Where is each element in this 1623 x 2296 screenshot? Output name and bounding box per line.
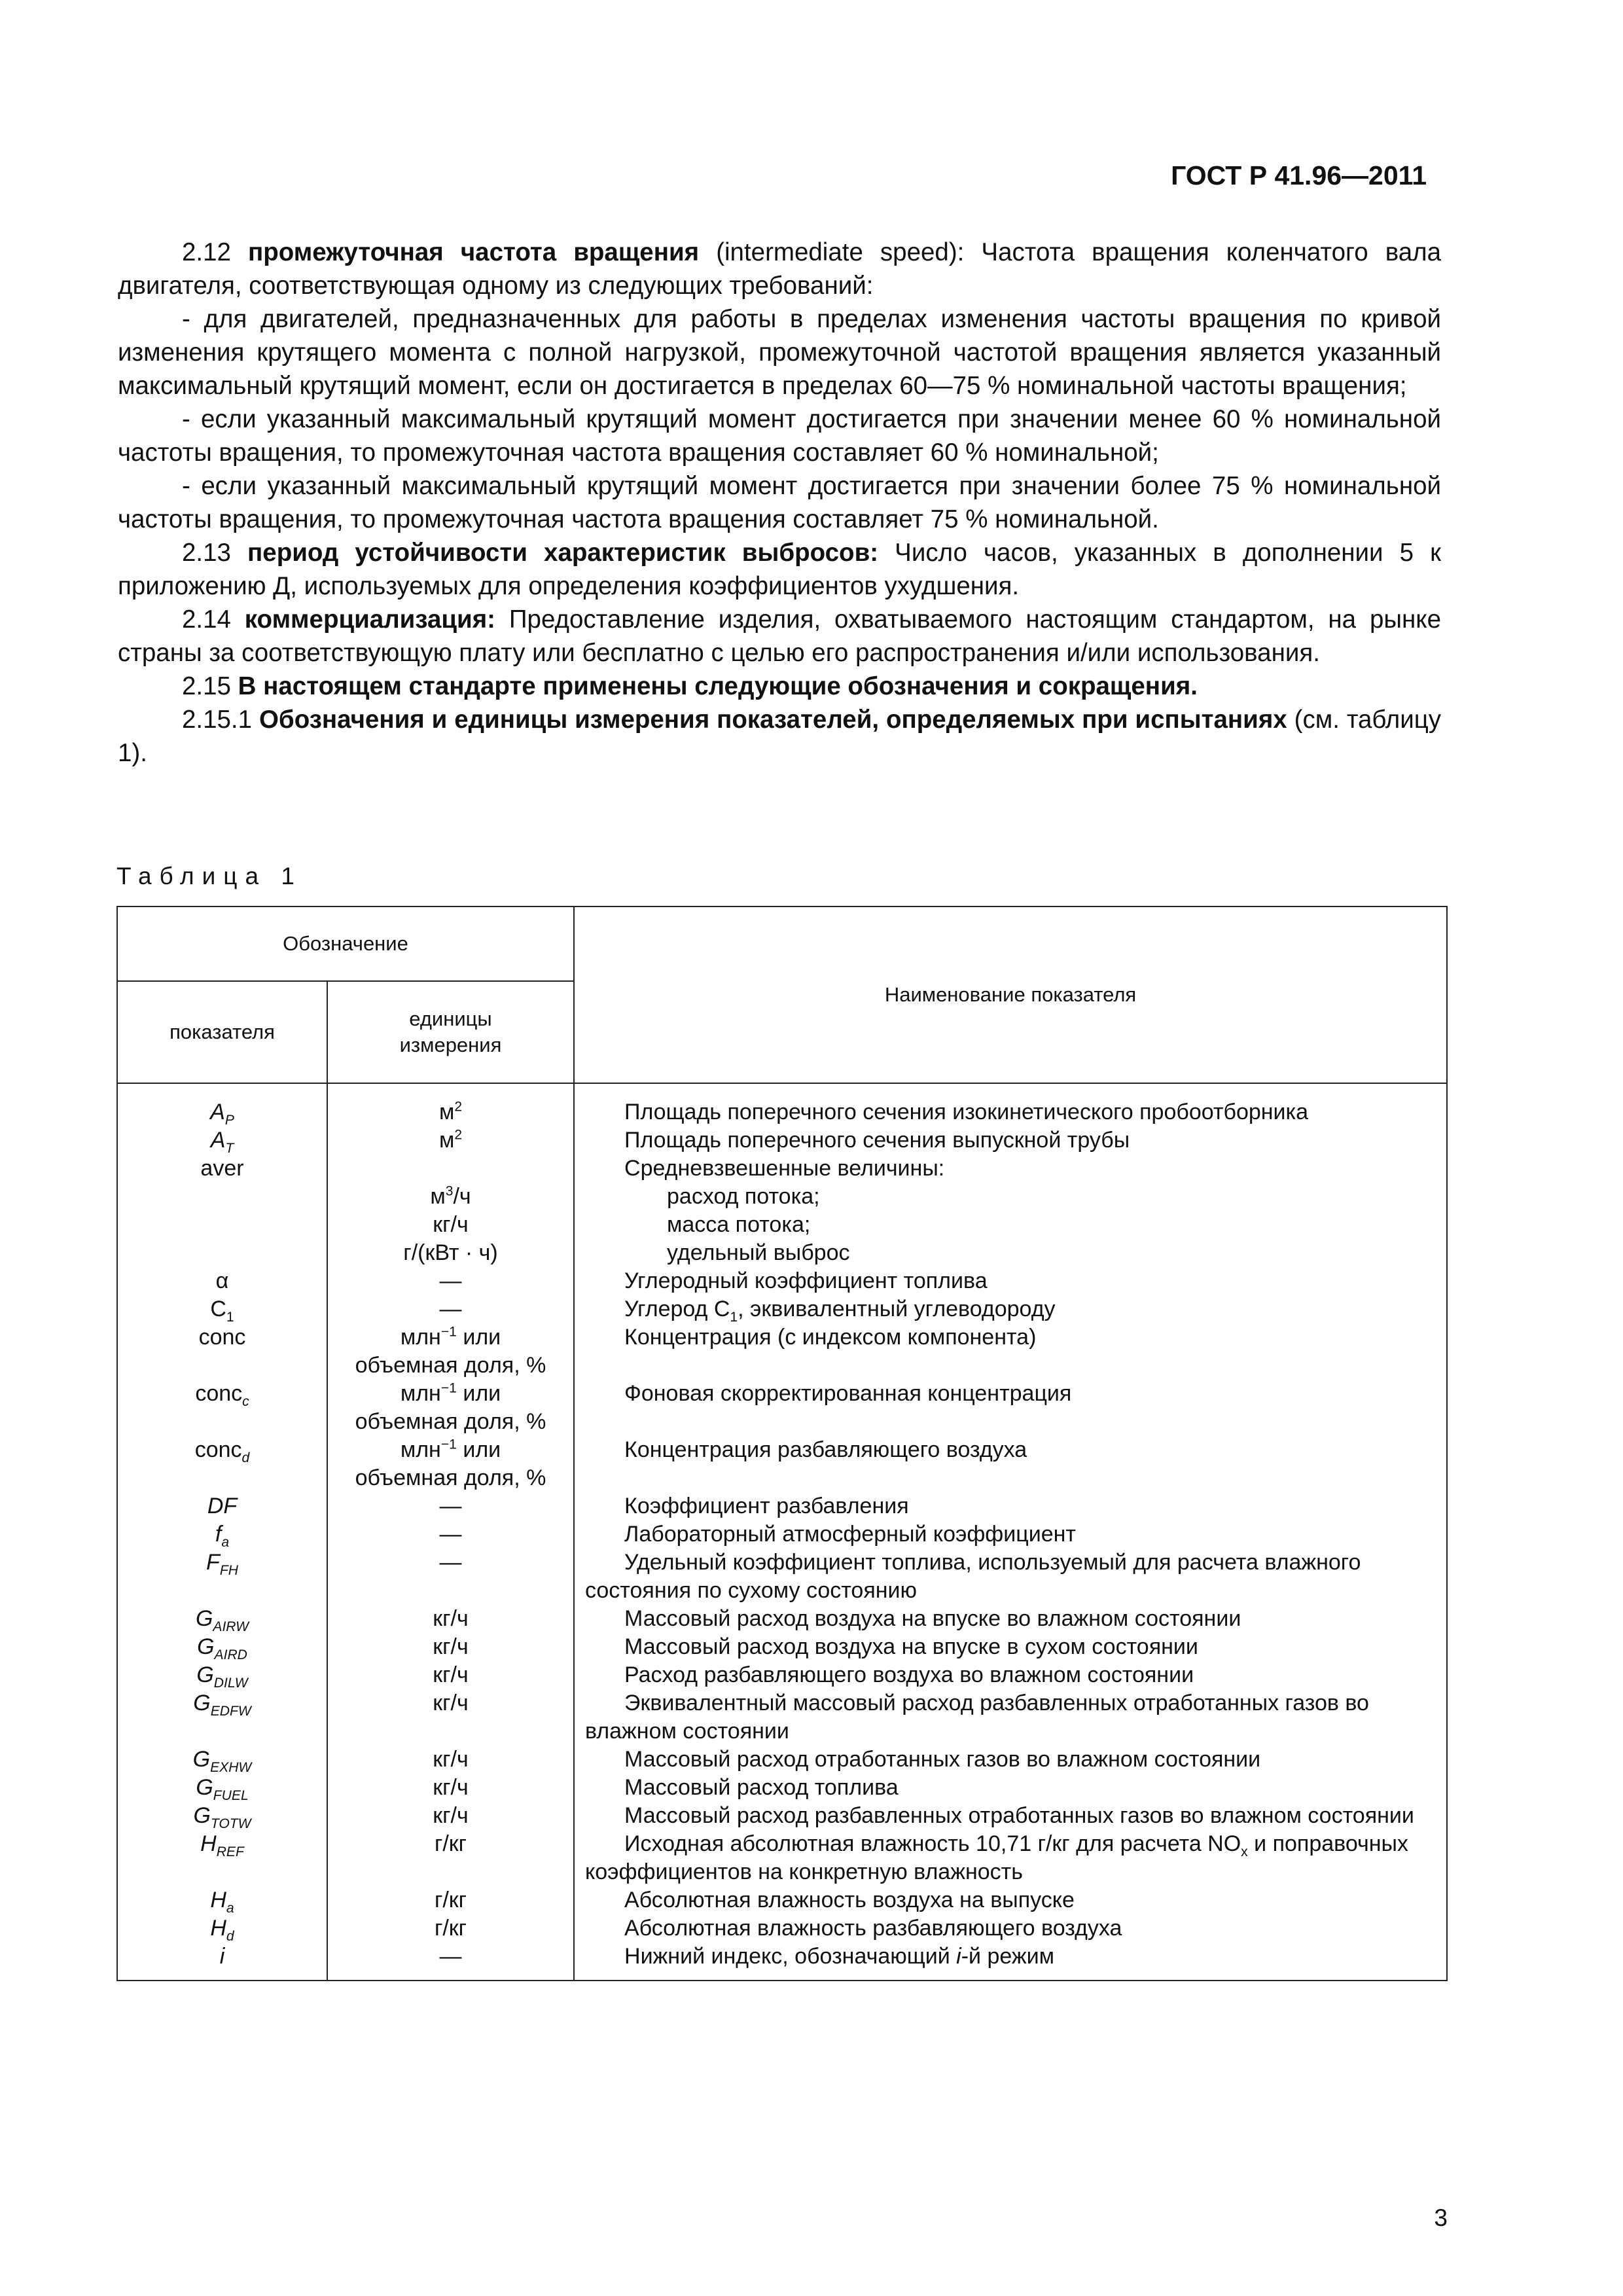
name: Массовый расход разбавленных отработанных газов во влажном состоянии <box>624 1803 1414 1828</box>
term: промежуточная частота вращения <box>248 238 700 266</box>
table-row <box>117 1746 1447 1774</box>
symbol-cell <box>117 1914 327 1943</box>
symbol: f <box>215 1522 222 1547</box>
symbol: H <box>210 1916 226 1941</box>
definition: (см. таблицу 1). <box>118 706 1442 767</box>
name: Коэффициент разбавления <box>624 1494 909 1518</box>
name-text <box>585 1886 1442 1914</box>
unit-cell <box>327 1830 574 1886</box>
unit-cell <box>327 1211 574 1239</box>
name-text <box>585 1239 1442 1267</box>
symbol-cell <box>117 1239 327 1267</box>
symbol-cell <box>117 1323 327 1380</box>
symbol-cell <box>117 1183 327 1211</box>
name-text <box>585 1323 1442 1352</box>
symbol: F <box>206 1550 220 1575</box>
symbol: aver <box>200 1156 244 1181</box>
header-name: Наименование показателя <box>574 906 1447 1083</box>
name-text <box>585 1774 1442 1802</box>
name-cell <box>574 1605 1447 1633</box>
symbol: i <box>219 1944 225 1969</box>
unit-rest: /ч <box>453 1184 471 1209</box>
table-body <box>117 1083 1447 1981</box>
unit-superscript: −1 <box>440 1380 457 1396</box>
name-subscript: x <box>1241 1844 1248 1859</box>
name-cell <box>574 1239 1447 1267</box>
name: Концентрация разбавляющего воздуха <box>624 1437 1027 1462</box>
name: Площадь поперечного сечения изокинетического пробоотборника <box>624 1100 1309 1124</box>
unit-cell <box>327 1380 574 1436</box>
symbol-subscript: AIRD <box>214 1647 247 1662</box>
name-cell <box>574 1380 1447 1436</box>
paragraph-2-14 <box>118 603 1441 670</box>
unit-cell <box>327 1323 574 1380</box>
body-text <box>118 236 1441 770</box>
unit: — <box>439 1550 462 1575</box>
symbol-cell <box>117 1605 327 1633</box>
name-text <box>585 1520 1442 1549</box>
document-id: ГОСТ Р 41.96—2011 <box>1171 160 1427 190</box>
name-italic: i <box>956 1944 961 1969</box>
unit: м <box>438 1128 455 1153</box>
name-text <box>585 1436 1442 1464</box>
unit-superscript: 3 <box>445 1183 454 1199</box>
name: Удельный коэффициент топлива, используемый для расчета влажного состояния по сухому состоянию <box>585 1550 1361 1603</box>
symbol-subscript: REF <box>216 1844 244 1859</box>
clause-number: 2.12 <box>182 238 231 266</box>
name-text <box>585 1689 1442 1746</box>
name: Эквивалентный массовый расход разбавленных отработанных газов во влажном состоянии <box>585 1691 1369 1744</box>
symbol: H <box>210 1888 226 1912</box>
name-cell <box>574 1633 1447 1661</box>
symbol-cell <box>117 1267 327 1295</box>
clause-number: 2.14 <box>182 605 231 634</box>
table-row <box>117 1943 1447 1981</box>
name: Лабораторный атмосферный коэффициент <box>624 1522 1076 1547</box>
symbol-cell <box>117 1943 327 1981</box>
unit: кг/ч <box>433 1691 469 1715</box>
symbol-cell <box>117 1886 327 1914</box>
unit: кг/ч <box>433 1775 469 1800</box>
name: Площадь поперечного сечения выпускной трубы <box>624 1128 1130 1153</box>
table-row <box>117 1605 1447 1633</box>
symbol-cell <box>117 1520 327 1549</box>
name-text <box>585 1802 1442 1830</box>
unit-cell <box>327 1746 574 1774</box>
table-row <box>117 1802 1447 1830</box>
symbol-subscript: d <box>241 1450 250 1465</box>
name: масса потока; <box>667 1212 811 1237</box>
name-text <box>585 1492 1442 1520</box>
list-item: - если указанный максимальный крутящий момент достигается при значении более 75 % номинальной частоты вращения, то промежуточная частота вращения составляет 75 % номинальной. <box>118 472 1441 533</box>
name-cell <box>574 1155 1447 1183</box>
name-cell <box>574 1549 1447 1605</box>
unit: — <box>439 1494 462 1518</box>
definition: Число часов, указанных в дополнении 5 к приложению Д, используемых для определения коэффициентов ухудшения. <box>118 539 1441 600</box>
name-cell <box>574 1083 1447 1126</box>
clause-number: 2.13 <box>182 539 231 567</box>
header-symbol: показателя <box>117 981 327 1083</box>
unit: млн <box>400 1381 441 1406</box>
unit-cell <box>327 1126 574 1155</box>
unit-cell <box>327 1633 574 1661</box>
unit-superscript: 2 <box>454 1127 463 1143</box>
name-cell <box>574 1746 1447 1774</box>
name: Расход разбавляющего воздуха во влажном состоянии <box>624 1662 1194 1687</box>
name: Нижний индекс, обозначающий <box>624 1944 957 1969</box>
name: Углерод C <box>624 1297 730 1321</box>
unit: кг/ч <box>433 1212 469 1237</box>
unit-cell <box>327 1802 574 1830</box>
table-row <box>117 1914 1447 1943</box>
unit: млн <box>400 1437 441 1462</box>
definition: (intermediate speed): Частота вращения коленчатого вала двигателя, соответствующая одному из следующих требований: <box>118 238 1442 300</box>
table-row <box>117 1295 1447 1323</box>
name: Концентрация (с индексом компонента) <box>624 1325 1037 1350</box>
name-cell <box>574 1295 1447 1323</box>
table-row <box>117 1492 1447 1520</box>
unit: г/(кВт · ч) <box>403 1240 498 1265</box>
symbol: conc <box>194 1437 242 1462</box>
name-subscript: 1 <box>730 1309 738 1325</box>
list-item: - для двигателей, предназначенных для работы в пределах изменения частоты вращения по кривой изменения крутящего момента с полной нагрузкой, промежуточной частотой вращения является указанный максимальный крутящий момент, если он достигается в пределах 60—75 % номинальной частоты вращения; <box>118 305 1441 400</box>
symbol-cell <box>117 1633 327 1661</box>
symbol-cell <box>117 1083 327 1126</box>
unit-cell <box>327 1267 574 1295</box>
name-rest: и поправочных коэффициентов на конкретную влажность <box>585 1831 1408 1884</box>
table-row <box>117 1211 1447 1239</box>
name-cell <box>574 1914 1447 1943</box>
unit-cell <box>327 1661 574 1689</box>
name-text <box>585 1746 1442 1774</box>
name: Массовый расход отработанных газов во влажном состоянии <box>624 1747 1261 1772</box>
unit-rest: или <box>456 1381 501 1406</box>
name: Углеродный коэффициент топлива <box>624 1268 988 1293</box>
name-cell <box>574 1774 1447 1802</box>
header-designation: Обозначение <box>117 906 574 981</box>
list-item: - если указанный максимальный крутящий момент достигается при значении менее 60 % номинальной частоты вращения, то промежуточная частота вращения составляет 60 % номинальной; <box>118 405 1441 467</box>
paragraph-2-15-1 <box>118 703 1441 770</box>
name-cell <box>574 1183 1447 1211</box>
unit: кг/ч <box>433 1662 469 1687</box>
symbol: H <box>200 1831 217 1856</box>
unit: млн <box>400 1325 441 1350</box>
unit: кг/ч <box>433 1634 469 1659</box>
symbol-subscript: 1 <box>226 1309 234 1325</box>
symbol: G <box>195 1606 213 1631</box>
symbol-subscript: TOTW <box>210 1816 251 1831</box>
header-unit-line1: единицы <box>409 1007 492 1030</box>
unit-cell <box>327 1886 574 1914</box>
name-cell <box>574 1661 1447 1689</box>
name-cell <box>574 1943 1447 1981</box>
table-row <box>117 1774 1447 1802</box>
unit: кг/ч <box>433 1747 469 1772</box>
symbol: A <box>210 1128 226 1153</box>
unit: — <box>439 1297 462 1321</box>
name-cell <box>574 1520 1447 1549</box>
symbol-subscript: d <box>226 1928 234 1944</box>
unit-cell <box>327 1436 574 1492</box>
symbol-cell <box>117 1126 327 1155</box>
name-cell <box>574 1436 1447 1492</box>
unit-cell <box>327 1605 574 1633</box>
clause-number: 2.15 <box>182 672 231 700</box>
symbol-subscript: FH <box>219 1562 238 1578</box>
unit-line2: объемная доля, % <box>355 1353 546 1378</box>
symbol-subscript: EDFW <box>210 1703 251 1719</box>
unit-superscript: −1 <box>440 1437 457 1452</box>
name-cell <box>574 1323 1447 1380</box>
name-rest: , эквивалентный углеводороду <box>738 1297 1056 1321</box>
symbol-cell <box>117 1830 327 1886</box>
name-cell <box>574 1267 1447 1295</box>
unit-superscript: 2 <box>454 1099 463 1115</box>
unit-cell <box>327 1239 574 1267</box>
table-row <box>117 1323 1447 1380</box>
symbol-cell <box>117 1295 327 1323</box>
symbol-subscript: EXHW <box>210 1759 252 1775</box>
unit-cell <box>327 1155 574 1183</box>
table-row <box>117 1661 1447 1689</box>
unit: — <box>439 1268 462 1293</box>
name: расход потока; <box>667 1184 820 1209</box>
unit: г/кг <box>434 1831 467 1856</box>
symbol-cell <box>117 1774 327 1802</box>
table-row <box>117 1436 1447 1492</box>
name: Массовый расход топлива <box>624 1775 899 1800</box>
name-text <box>585 1605 1442 1633</box>
name-text <box>585 1126 1442 1155</box>
name-cell <box>574 1492 1447 1520</box>
symbol-subscript: P <box>224 1112 234 1128</box>
name: Абсолютная влажность разбавляющего воздуха <box>624 1916 1122 1941</box>
definition: Предоставление изделия, охватываемого настоящим стандартом, на рынке страны за соответствующую плату или бесплатно с целью его распространения и/или использования. <box>118 605 1441 667</box>
table-row <box>117 1239 1447 1267</box>
name-cell <box>574 1211 1447 1239</box>
unit-line2: объемная доля, % <box>355 1409 546 1434</box>
unit-line2: объемная доля, % <box>355 1465 546 1490</box>
symbol-cell <box>117 1661 327 1689</box>
name-text <box>585 1549 1442 1605</box>
symbol: α <box>215 1268 229 1293</box>
name: Средневзвешенные величины: <box>624 1156 945 1181</box>
name-text <box>585 1295 1442 1323</box>
symbol: G <box>196 1662 214 1687</box>
name-text <box>585 1183 1442 1211</box>
symbol: conc <box>195 1381 243 1406</box>
table-row <box>117 1267 1447 1295</box>
unit-cell <box>327 1774 574 1802</box>
header-unit-line2: измерения <box>399 1033 502 1056</box>
symbol-subscript: AIRW <box>213 1619 249 1634</box>
clause-number: 2.15.1 <box>182 706 253 734</box>
table-row <box>117 1520 1447 1549</box>
symbol-subscript: T <box>225 1140 234 1156</box>
table-row <box>117 1380 1447 1436</box>
name-text <box>585 1211 1442 1239</box>
symbol-cell <box>117 1492 327 1520</box>
symbol: G <box>193 1803 211 1828</box>
term: период устойчивости характеристик выбросов: <box>247 539 879 567</box>
symbol-subscript: a <box>226 1900 234 1916</box>
table-row <box>117 1689 1447 1746</box>
symbol-cell <box>117 1380 327 1436</box>
symbol-cell <box>117 1211 327 1239</box>
name: удельный выброс <box>667 1240 850 1265</box>
name-text <box>585 1633 1442 1661</box>
unit-cell <box>327 1492 574 1520</box>
term: В настоящем стандарте применены следующие обозначения и сокращения. <box>238 672 1198 700</box>
unit-cell <box>327 1914 574 1943</box>
symbols-table <box>116 906 1448 1981</box>
name-cell <box>574 1830 1447 1886</box>
name-text <box>585 1155 1442 1183</box>
unit: кг/ч <box>433 1803 469 1828</box>
page-number: 3 <box>1434 2204 1448 2231</box>
name-cell <box>574 1689 1447 1746</box>
table-row <box>117 1126 1447 1155</box>
symbol-subscript: a <box>221 1534 230 1550</box>
name-text <box>585 1943 1442 1971</box>
name: Исходная абсолютная влажность 10,71 г/кг для расчета NO <box>624 1831 1241 1856</box>
symbol-cell <box>117 1689 327 1746</box>
name-text <box>585 1661 1442 1689</box>
table-row <box>117 1886 1447 1914</box>
table-row <box>117 1155 1447 1183</box>
unit: кг/ч <box>433 1606 469 1631</box>
symbol-subscript: FUEL <box>213 1787 249 1803</box>
symbol-cell <box>117 1802 327 1830</box>
unit-cell <box>327 1549 574 1605</box>
paragraph-2-13 <box>118 536 1441 603</box>
symbol-cell <box>117 1549 327 1605</box>
unit: м <box>430 1184 446 1209</box>
symbol: G <box>193 1691 211 1715</box>
symbol: C <box>210 1297 226 1321</box>
name-text <box>585 1380 1442 1408</box>
unit: м <box>438 1100 455 1124</box>
paragraph-2-12 <box>118 236 1441 302</box>
table-row <box>117 1633 1447 1661</box>
unit-rest: или <box>456 1437 501 1462</box>
table-row <box>117 1830 1447 1886</box>
unit-cell <box>327 1183 574 1211</box>
term: коммерциализация: <box>244 605 495 634</box>
name-rest: -й режим <box>961 1944 1055 1969</box>
unit: г/кг <box>434 1888 467 1912</box>
unit: — <box>439 1522 462 1547</box>
paragraph-2-15 <box>118 670 1441 703</box>
table-row <box>117 1183 1447 1211</box>
unit-cell <box>327 1520 574 1549</box>
symbol: G <box>197 1634 215 1659</box>
symbol-cell <box>117 1436 327 1492</box>
name-text <box>585 1914 1442 1943</box>
term: Обозначения и единицы измерения показателей, определяемых при испытаниях <box>259 706 1287 734</box>
symbol: G <box>196 1775 213 1800</box>
header-unit <box>327 981 574 1083</box>
name-text <box>585 1830 1442 1886</box>
unit-cell <box>327 1295 574 1323</box>
unit-cell <box>327 1083 574 1126</box>
name: Массовый расход воздуха на впуске во влажном состоянии <box>624 1606 1241 1631</box>
unit-cell <box>327 1943 574 1981</box>
unit-rest: или <box>456 1325 501 1350</box>
unit: — <box>439 1944 462 1969</box>
name-cell <box>574 1126 1447 1155</box>
table-row <box>117 1549 1447 1605</box>
symbol-subscript: DILW <box>213 1675 248 1691</box>
symbol: DF <box>207 1494 238 1518</box>
unit-cell <box>327 1689 574 1746</box>
name-cell <box>574 1802 1447 1830</box>
symbol-cell <box>117 1155 327 1183</box>
table-caption: Таблица 1 <box>116 863 302 889</box>
name: Фоновая скорректированная концентрация <box>624 1381 1072 1406</box>
name: Массовый расход воздуха на впуске в сухом состоянии <box>624 1634 1198 1659</box>
symbol: conc <box>198 1325 246 1350</box>
symbol-cell <box>117 1746 327 1774</box>
table-row <box>117 1083 1447 1126</box>
unit-superscript: −1 <box>440 1324 457 1340</box>
name: Абсолютная влажность воздуха на выпуске <box>624 1888 1075 1912</box>
symbol: A <box>210 1100 225 1124</box>
name-text <box>585 1098 1442 1126</box>
symbol-subscript: c <box>242 1393 249 1409</box>
symbol: G <box>192 1747 211 1772</box>
name-text <box>585 1267 1442 1295</box>
unit: г/кг <box>434 1916 467 1941</box>
name-cell <box>574 1886 1447 1914</box>
